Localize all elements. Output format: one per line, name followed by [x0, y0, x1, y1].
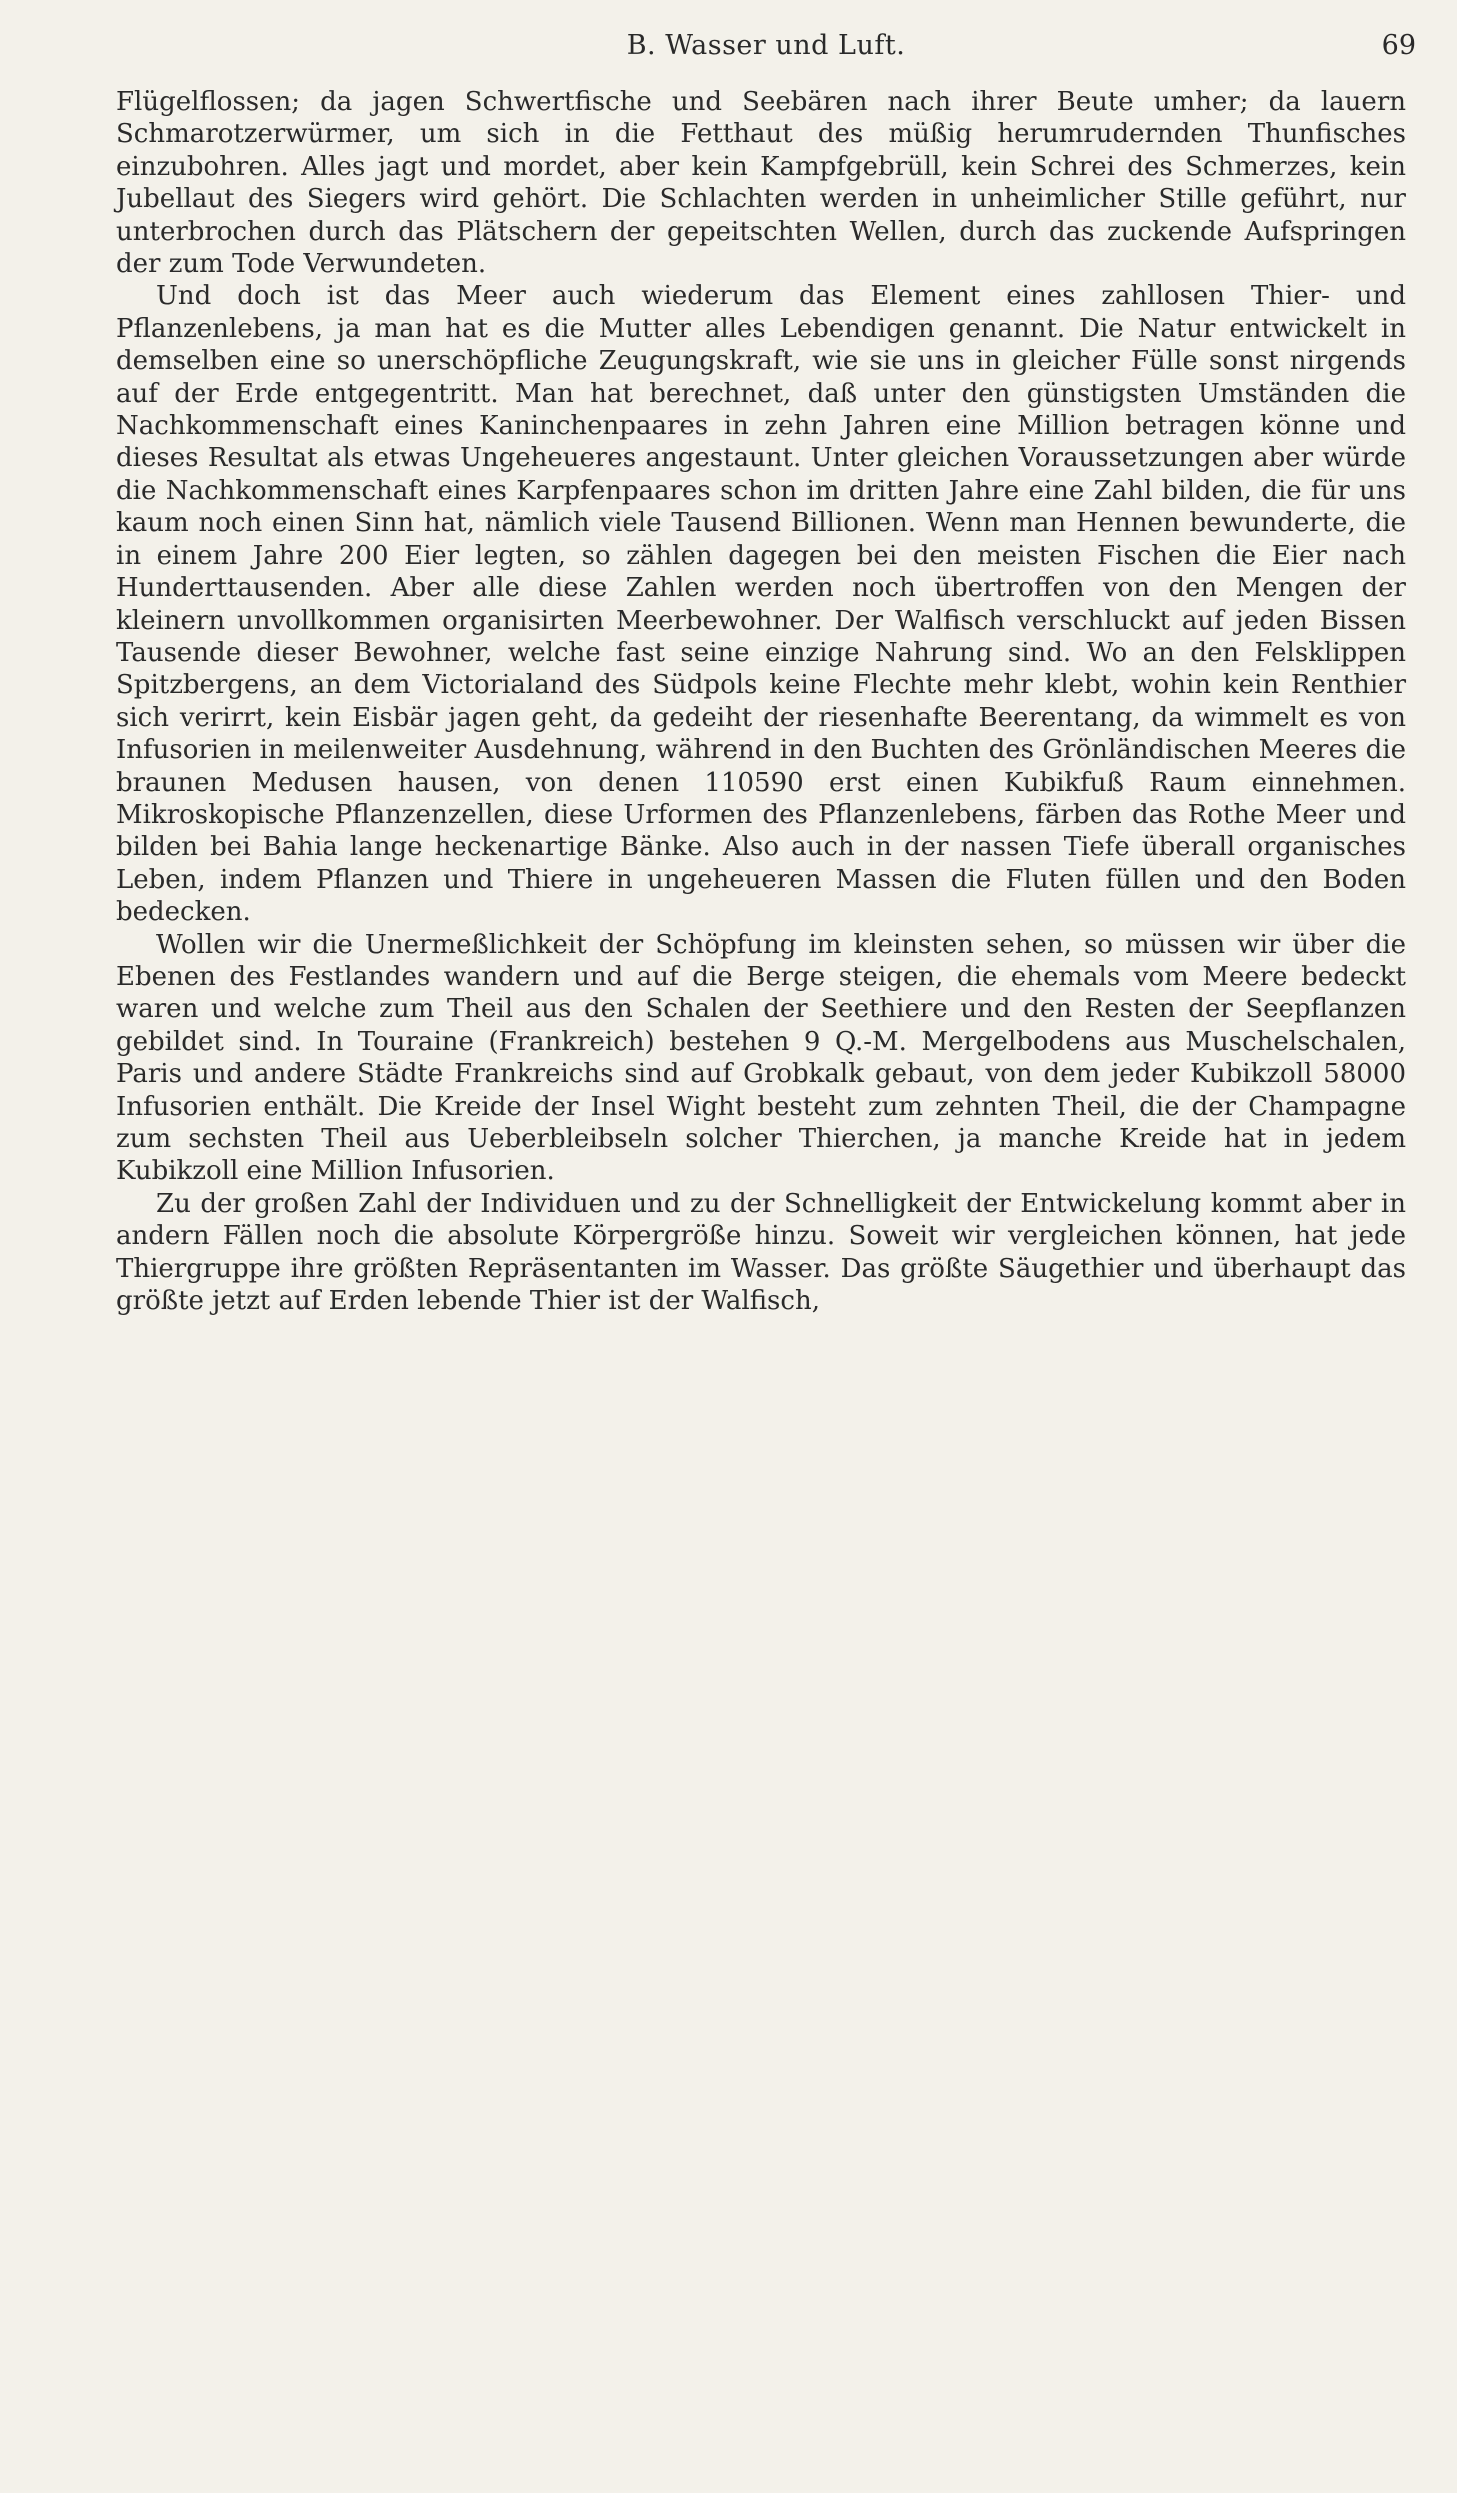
page-number: 69: [1381, 30, 1416, 61]
running-title: B. Wasser und Luft.: [626, 30, 906, 61]
paragraph: Flügelflossen; da jagen Schwertfische und Seebären nach ihrer Beute umher; da lauern Schmarotzerwürmer, um sich in die Fetthaut des müßig herumrudernden Thunfisches einzubohren. Alles jagt und mordet, aber kein Kampfgebrüll, kein Schrei des Schmerzes, kein Jubellaut des Siegers wird gehört. Die Schlachten werden in unheimlicher Stille geführt, nur unterbrochen durch das Plätschern der gepeitschten Wellen, durch das zuckende Aufspringen der zum Tode Verwundeten.: [116, 87, 1406, 280]
body-text: [116, 86, 1406, 1317]
running-header: [116, 30, 1416, 78]
paragraph: Und doch ist das Meer auch wiederum das Element eines zahllosen Thier- und Pflanzenlebens, ja man hat es die Mutter alles Lebendigen genannt. Die Natur entwickelt in demselben eine so unerschöpfliche Zeugungskraft, wie sie uns in gleicher Fülle sonst nirgends auf der Erde entgegentritt. Man hat berechnet, daß unter den günstigsten Umständen die Nachkommenschaft eines Kaninchenpaares in zehn Jahren eine Million betragen könne und dieses Resultat als etwas Ungeheueres angestaunt. Unter gleichen Voraussetzungen aber würde die Nachkommenschaft eines Karpfenpaares schon im dritten Jahre eine Zahl bilden, die für uns kaum noch einen Sinn hat, nämlich viele Tausend Billionen. Wenn man Hennen bewunderte, die in einem Jahre 200 Eier legten, so zählen dagegen bei den meisten Fischen die Eier nach Hunderttausenden. Aber alle diese Zahlen werden noch übertroffen von den Mengen der kleinern unvollkommen organisirten Meerbewohner. Der Walfisch verschluckt auf jeden Bissen Tausende dieser Bewohner, welche fast seine einzige Nahrung sind. Wo an den Felsklippen Spitzbergens, an dem Victorialand des Südpols keine Flechte mehr klebt, wohin kein Renthier sich verirrt, kein Eisbär jagen geht, da gedeiht der riesenhafte Beerentang, da wimmelt es von Infusorien in meilenweiter Ausdehnung, während in den Buchten des Grönländischen Meeres die braunen Medusen hausen, von denen 110590 erst einen Kubikfuß Raum einnehmen. Mikroskopische Pflanzenzellen, diese Urformen des Pflanzenlebens, färben das Rothe Meer und bilden bei Bahia lange heckenartige Bänke. Also auch in der nassen Tiefe überall organisches Leben, indem Pflanzen und Thiere in ungeheueren Massen die Fluten füllen und den Boden bedecken.: [116, 281, 1406, 928]
paragraph: Wollen wir die Unermeßlichkeit der Schöpfung im kleinsten sehen, so müssen wir über die Ebenen des Festlandes wandern und auf die Berge steigen, die ehemals vom Meere bedeckt waren und welche zum Theil aus den Schalen der Seethiere und den Resten der Seepflanzen gebildet sind. In Touraine (Frankreich) bestehen 9 Q.-M. Mergelbodens aus Muschelschalen, Paris und andere Städte Frankreichs sind auf Grobkalk gebaut, von dem jeder Kubikzoll 58000 Infusorien enthält. Die Kreide der Insel Wight besteht zum zehnten Theil, die der Champagne zum sechsten Theil aus Ueberbleibseln solcher Thierchen, ja manche Kreide hat in jedem Kubikzoll eine Million Infusorien.: [116, 929, 1406, 1187]
paragraph: Zu der großen Zahl der Individuen und zu der Schnelligkeit der Entwickelung kommt aber in andern Fällen noch die absolute Körpergröße hinzu. Soweit wir vergleichen können, hat jede Thiergruppe ihre größten Repräsentanten im Wasser. Das größte Säugethier und überhaupt das größte jetzt auf Erden lebende Thier ist der Walfisch,: [116, 1188, 1406, 1317]
